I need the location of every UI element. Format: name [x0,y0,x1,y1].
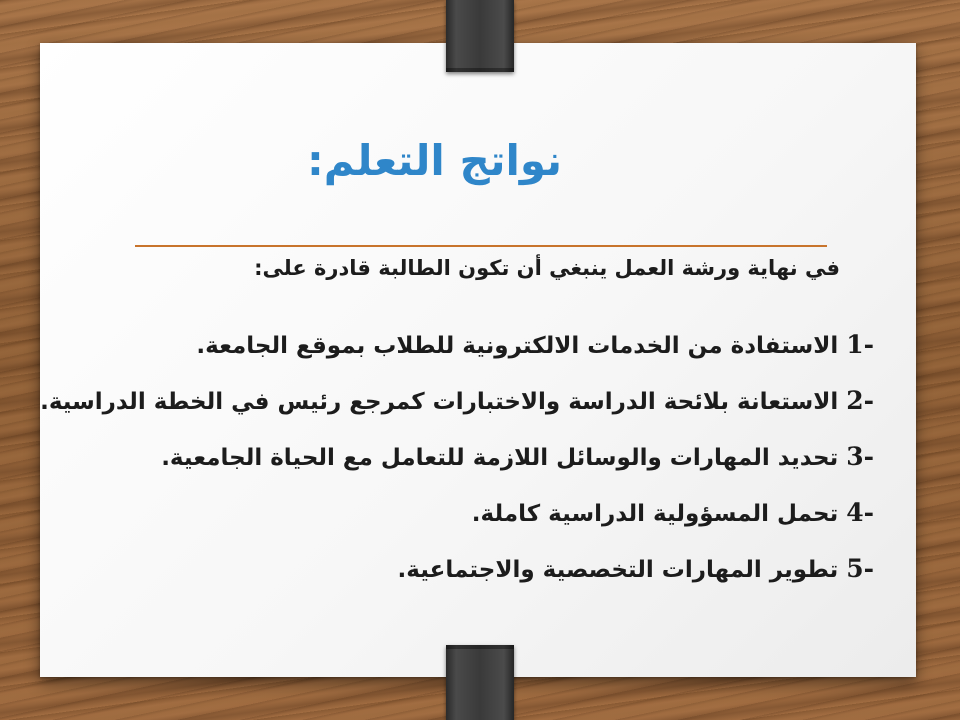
bottom-strap [446,645,514,720]
outcome-item [94,554,874,610]
outcome-number: 2- [846,386,874,415]
intro-text: في نهاية ورشة العمل ينبغي أن تكون الطالبة قادرة على: [254,256,840,280]
slide-title: نواتج التعلم: [306,136,562,185]
outcome-text: الاستفادة من الخدمات الالكترونية للطلاب بموقع الجامعة. [196,333,839,359]
outcome-item [94,442,874,498]
outcomes-list [40,330,874,610]
outcome-number: 4- [846,498,874,527]
outcome-number: 3- [846,442,874,471]
outcome-item [94,498,874,554]
outcome-item [40,386,874,442]
outcome-number: 1- [846,330,874,359]
outcome-text: تحمل المسؤولية الدراسية كاملة. [471,501,839,527]
outcome-text: تطوير المهارات التخصصية والاجتماعية. [397,557,839,583]
outcome-text: الاستعانة بلائحة الدراسة والاختبارات كمرجع رئيس في الخطة الدراسية. [40,389,839,415]
outcome-text: تحديد المهارات والوسائل اللازمة للتعامل مع الحياة الجامعية. [161,445,839,471]
outcome-number: 5- [846,554,874,583]
title-divider [135,245,827,247]
top-strap [446,0,514,72]
outcome-item [94,330,874,386]
